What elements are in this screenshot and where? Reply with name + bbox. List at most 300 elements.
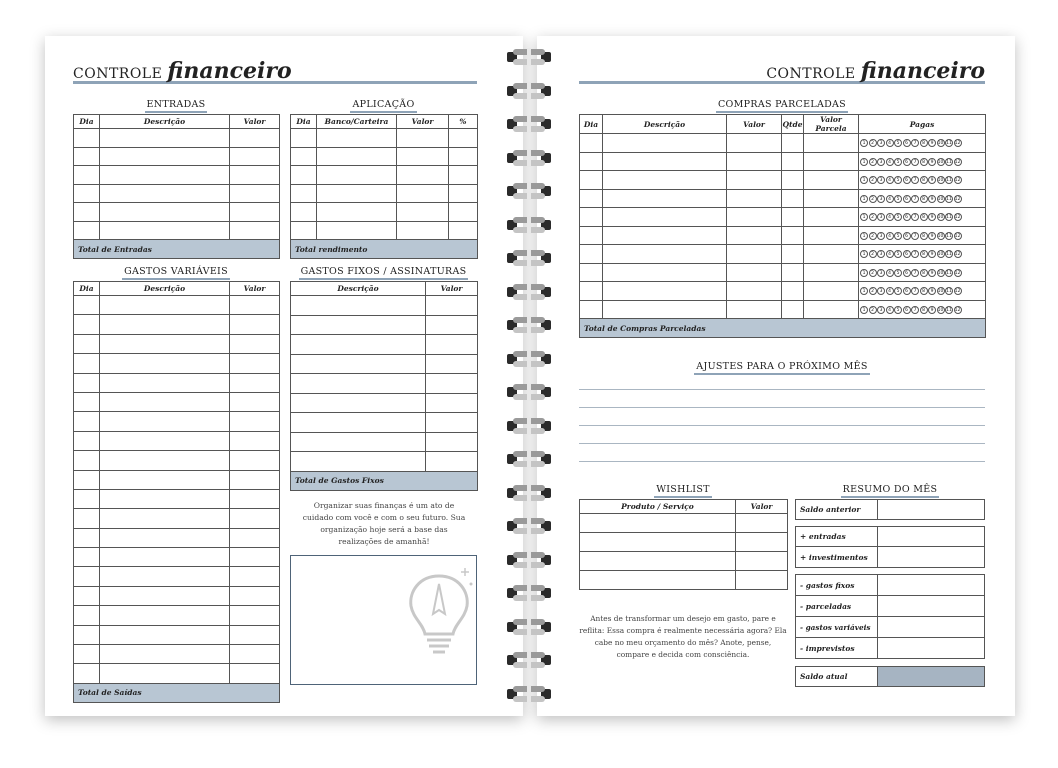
table-cell[interactable] [426, 374, 478, 394]
table-row[interactable] [74, 166, 280, 185]
table-cell[interactable] [100, 334, 230, 353]
installment-check[interactable]: 5 [894, 306, 902, 314]
table-cell[interactable] [580, 189, 603, 208]
installment-check[interactable]: 9 [928, 213, 936, 221]
table-cell[interactable] [859, 282, 986, 301]
notes-box[interactable] [290, 555, 477, 685]
table-cell[interactable] [580, 300, 603, 319]
table-cell[interactable] [859, 171, 986, 190]
installment-check[interactable]: 4 [886, 232, 894, 240]
table-cell[interactable] [291, 432, 426, 452]
table-cell[interactable] [603, 152, 727, 171]
table-row[interactable] [291, 315, 478, 335]
installment-check[interactable]: 7 [911, 139, 919, 147]
installment-check[interactable]: 6 [903, 213, 911, 221]
table-row[interactable] [580, 171, 986, 190]
table-cell[interactable] [603, 282, 727, 301]
table-cell[interactable] [580, 533, 736, 552]
installment-check[interactable]: 2 [869, 232, 877, 240]
table-cell[interactable] [603, 300, 727, 319]
table-row[interactable] [74, 606, 280, 625]
installment-check[interactable]: 2 [869, 250, 877, 258]
table-cell[interactable] [230, 129, 280, 148]
installment-check[interactable]: 5 [894, 269, 902, 277]
installment-check[interactable]: 1 [860, 287, 868, 295]
installment-check[interactable]: 4 [886, 213, 894, 221]
table-cell[interactable] [603, 189, 727, 208]
installment-check[interactable]: 10 [937, 215, 944, 221]
table-cell[interactable] [291, 413, 426, 433]
installment-check[interactable]: 11 [946, 307, 952, 313]
table-cell[interactable] [727, 245, 782, 264]
table-cell[interactable] [397, 166, 449, 185]
installment-check[interactable]: 8 [920, 195, 928, 203]
installment-check[interactable]: 8 [920, 139, 928, 147]
table-cell[interactable] [804, 282, 859, 301]
table-cell[interactable] [74, 470, 100, 489]
installment-check[interactable]: 8 [920, 306, 928, 314]
table-cell[interactable] [100, 412, 230, 431]
table-cell[interactable] [74, 334, 100, 353]
table-cell[interactable] [74, 184, 100, 203]
table-cell[interactable] [74, 528, 100, 547]
installment-check[interactable]: 9 [928, 176, 936, 184]
table-row[interactable] [291, 354, 478, 374]
table-cell[interactable] [782, 134, 804, 153]
table-cell[interactable] [782, 152, 804, 171]
installment-check[interactable]: 2 [869, 139, 877, 147]
installment-check[interactable]: 6 [903, 195, 911, 203]
table-row[interactable] [291, 166, 478, 185]
table-cell[interactable] [397, 129, 449, 148]
table-cell[interactable] [804, 245, 859, 264]
installment-check[interactable]: 9 [928, 232, 936, 240]
table-cell[interactable] [317, 203, 397, 222]
table-row[interactable] [291, 221, 478, 240]
table-row[interactable] [580, 300, 986, 319]
table-cell[interactable] [100, 129, 230, 148]
table-cell[interactable] [291, 184, 317, 203]
table-cell[interactable] [291, 221, 317, 240]
table-row[interactable] [580, 226, 986, 245]
table-row[interactable] [291, 296, 478, 316]
table-cell[interactable] [230, 334, 280, 353]
table-cell[interactable] [74, 147, 100, 166]
table-cell[interactable] [317, 129, 397, 148]
installment-check[interactable]: 12 [954, 141, 961, 147]
table-cell[interactable] [100, 315, 230, 334]
table-cell[interactable] [74, 373, 100, 392]
installment-check[interactable]: 1 [860, 250, 868, 258]
table-cell[interactable] [397, 203, 449, 222]
table-cell[interactable] [603, 263, 727, 282]
installment-check[interactable]: 1 [860, 213, 868, 221]
table-cell[interactable] [727, 263, 782, 282]
installment-check[interactable]: 1 [860, 139, 868, 147]
installment-check[interactable]: 8 [920, 158, 928, 166]
table-cell[interactable] [426, 413, 478, 433]
table-cell[interactable] [727, 282, 782, 301]
table-cell[interactable] [74, 509, 100, 528]
table-cell[interactable] [782, 245, 804, 264]
table-cell[interactable] [859, 226, 986, 245]
table-cell[interactable] [230, 373, 280, 392]
table-cell[interactable] [100, 470, 230, 489]
table-cell[interactable] [804, 208, 859, 227]
installment-check[interactable]: 9 [928, 250, 936, 258]
table-cell[interactable] [426, 315, 478, 335]
table-row[interactable] [74, 334, 280, 353]
table-cell[interactable] [100, 509, 230, 528]
installment-check[interactable]: 7 [911, 287, 919, 295]
table-cell[interactable] [100, 625, 230, 644]
installment-check[interactable]: 6 [903, 232, 911, 240]
table-cell[interactable] [230, 567, 280, 586]
resumo-entradas[interactable]: + entradas [796, 527, 984, 547]
table-cell[interactable] [804, 189, 859, 208]
table-row[interactable] [74, 664, 280, 683]
table-row[interactable] [74, 528, 280, 547]
installment-check[interactable]: 6 [903, 158, 911, 166]
table-row[interactable] [74, 184, 280, 203]
table-cell[interactable] [100, 548, 230, 567]
table-cell[interactable] [426, 452, 478, 472]
table-cell[interactable] [230, 509, 280, 528]
installment-check[interactable]: 8 [920, 232, 928, 240]
table-row[interactable] [580, 152, 986, 171]
table-cell[interactable] [580, 226, 603, 245]
table-cell[interactable] [291, 296, 426, 316]
table-cell[interactable] [74, 129, 100, 148]
installment-check[interactable]: 11 [946, 159, 952, 165]
table-row[interactable] [291, 335, 478, 355]
table-cell[interactable] [230, 645, 280, 664]
table-row[interactable] [74, 451, 280, 470]
table-cell[interactable] [449, 221, 478, 240]
installment-check[interactable]: 10 [937, 178, 944, 184]
table-cell[interactable] [74, 354, 100, 373]
installment-check[interactable]: 9 [928, 269, 936, 277]
table-cell[interactable] [603, 171, 727, 190]
installment-check[interactable]: 2 [869, 158, 877, 166]
installment-check[interactable]: 9 [928, 306, 936, 314]
installment-check[interactable]: 8 [920, 287, 928, 295]
table-cell[interactable] [230, 184, 280, 203]
table-row[interactable] [291, 393, 478, 413]
table-cell[interactable] [580, 282, 603, 301]
installment-check[interactable]: 11 [946, 252, 952, 258]
table-row[interactable] [580, 263, 986, 282]
installment-check[interactable]: 8 [920, 176, 928, 184]
installment-check[interactable]: 1 [860, 158, 868, 166]
table-cell[interactable] [230, 470, 280, 489]
table-row[interactable] [74, 315, 280, 334]
table-row[interactable] [74, 203, 280, 222]
table-cell[interactable] [580, 571, 736, 590]
table-row[interactable] [74, 296, 280, 315]
table-cell[interactable] [804, 263, 859, 282]
table-cell[interactable] [291, 393, 426, 413]
installment-check[interactable]: 11 [946, 233, 952, 239]
installment-check[interactable]: 4 [886, 269, 894, 277]
table-cell[interactable] [580, 514, 736, 533]
installment-check[interactable]: 5 [894, 139, 902, 147]
installment-check[interactable]: 12 [954, 196, 961, 202]
installment-check[interactable]: 3 [877, 139, 885, 147]
table-cell[interactable] [100, 489, 230, 508]
ajustes-line[interactable] [579, 443, 985, 444]
installment-check[interactable]: 5 [894, 232, 902, 240]
installment-check[interactable]: 7 [911, 306, 919, 314]
table-cell[interactable] [397, 221, 449, 240]
table-row[interactable] [580, 552, 788, 571]
table-row[interactable] [74, 373, 280, 392]
table-cell[interactable] [727, 171, 782, 190]
installment-check[interactable]: 4 [886, 158, 894, 166]
ajustes-line[interactable] [579, 389, 985, 390]
installment-check[interactable]: 3 [877, 269, 885, 277]
installment-check[interactable]: 12 [954, 215, 961, 221]
installment-check[interactable]: 11 [946, 215, 952, 221]
table-cell[interactable] [782, 300, 804, 319]
table-cell[interactable] [291, 147, 317, 166]
table-cell[interactable] [859, 245, 986, 264]
table-row[interactable] [580, 282, 986, 301]
table-cell[interactable] [100, 166, 230, 185]
table-cell[interactable] [291, 354, 426, 374]
installment-check[interactable]: 9 [928, 158, 936, 166]
table-cell[interactable] [603, 134, 727, 153]
installment-check[interactable]: 1 [860, 176, 868, 184]
installment-check[interactable]: 1 [860, 269, 868, 277]
table-cell[interactable] [426, 296, 478, 316]
table-cell[interactable] [317, 166, 397, 185]
table-cell[interactable] [727, 300, 782, 319]
table-row[interactable] [74, 129, 280, 148]
table-cell[interactable] [397, 184, 449, 203]
table-cell[interactable] [230, 664, 280, 683]
table-cell[interactable] [859, 263, 986, 282]
installment-check[interactable]: 8 [920, 250, 928, 258]
table-cell[interactable] [449, 129, 478, 148]
installment-check[interactable]: 11 [946, 178, 952, 184]
table-cell[interactable] [230, 489, 280, 508]
table-cell[interactable] [230, 431, 280, 450]
table-row[interactable] [580, 189, 986, 208]
installment-check[interactable]: 12 [954, 159, 961, 165]
installment-check[interactable]: 3 [877, 158, 885, 166]
table-row[interactable] [74, 147, 280, 166]
table-row[interactable] [74, 431, 280, 450]
table-cell[interactable] [736, 514, 788, 533]
installment-check[interactable]: 7 [911, 176, 919, 184]
table-cell[interactable] [74, 221, 100, 240]
resumo-parceladas[interactable]: - parceladas [796, 596, 984, 617]
installment-check[interactable]: 12 [954, 307, 961, 313]
table-cell[interactable] [859, 134, 986, 153]
table-cell[interactable] [100, 221, 230, 240]
installment-check[interactable]: 10 [937, 159, 944, 165]
table-cell[interactable] [291, 315, 426, 335]
table-cell[interactable] [100, 586, 230, 605]
installment-check[interactable]: 2 [869, 306, 877, 314]
table-cell[interactable] [736, 533, 788, 552]
installment-check[interactable]: 8 [920, 213, 928, 221]
table-cell[interactable] [291, 166, 317, 185]
table-cell[interactable] [317, 221, 397, 240]
table-cell[interactable] [230, 203, 280, 222]
installment-check[interactable]: 3 [877, 250, 885, 258]
installment-check[interactable]: 3 [877, 195, 885, 203]
resumo-gastos-fixos[interactable]: - gastos fixos [796, 575, 984, 596]
table-cell[interactable] [230, 147, 280, 166]
table-cell[interactable] [74, 431, 100, 450]
table-cell[interactable] [580, 263, 603, 282]
table-row[interactable] [291, 413, 478, 433]
installment-check[interactable]: 1 [860, 195, 868, 203]
table-cell[interactable] [100, 354, 230, 373]
installment-check[interactable]: 4 [886, 306, 894, 314]
table-cell[interactable] [426, 432, 478, 452]
table-cell[interactable] [580, 171, 603, 190]
installment-check[interactable]: 12 [954, 252, 961, 258]
installment-check[interactable]: 3 [877, 306, 885, 314]
table-cell[interactable] [100, 664, 230, 683]
table-cell[interactable] [100, 392, 230, 411]
table-cell[interactable] [100, 567, 230, 586]
installment-check[interactable]: 2 [869, 176, 877, 184]
table-cell[interactable] [859, 152, 986, 171]
installment-check[interactable]: 2 [869, 213, 877, 221]
installment-check[interactable]: 12 [954, 233, 961, 239]
table-cell[interactable] [230, 625, 280, 644]
table-row[interactable] [74, 567, 280, 586]
table-row[interactable] [74, 392, 280, 411]
table-cell[interactable] [74, 625, 100, 644]
table-cell[interactable] [230, 221, 280, 240]
table-cell[interactable] [230, 315, 280, 334]
table-row[interactable] [291, 184, 478, 203]
installment-check[interactable]: 5 [894, 250, 902, 258]
table-cell[interactable] [74, 392, 100, 411]
table-cell[interactable] [859, 208, 986, 227]
installment-check[interactable]: 6 [903, 269, 911, 277]
table-cell[interactable] [291, 129, 317, 148]
resumo-imprevistos[interactable]: - imprevistos [796, 638, 984, 658]
table-cell[interactable] [230, 586, 280, 605]
installment-check[interactable]: 5 [894, 195, 902, 203]
table-row[interactable] [74, 586, 280, 605]
table-row[interactable] [580, 245, 986, 264]
table-cell[interactable] [74, 166, 100, 185]
installment-check[interactable]: 5 [894, 287, 902, 295]
table-row[interactable] [74, 470, 280, 489]
table-cell[interactable] [727, 208, 782, 227]
table-row[interactable] [291, 203, 478, 222]
table-cell[interactable] [449, 203, 478, 222]
table-cell[interactable] [230, 354, 280, 373]
installment-check[interactable]: 4 [886, 139, 894, 147]
table-cell[interactable] [782, 189, 804, 208]
table-cell[interactable] [74, 203, 100, 222]
table-cell[interactable] [291, 374, 426, 394]
table-cell[interactable] [580, 245, 603, 264]
table-cell[interactable] [804, 300, 859, 319]
installment-check[interactable]: 11 [946, 270, 952, 276]
table-cell[interactable] [580, 552, 736, 571]
table-cell[interactable] [74, 548, 100, 567]
installment-check[interactable]: 12 [954, 289, 961, 295]
table-cell[interactable] [397, 147, 449, 166]
table-cell[interactable] [74, 567, 100, 586]
installment-check[interactable]: 10 [937, 196, 944, 202]
installment-check[interactable]: 2 [869, 287, 877, 295]
installment-check[interactable]: 4 [886, 195, 894, 203]
installment-check[interactable]: 7 [911, 158, 919, 166]
table-row[interactable] [291, 129, 478, 148]
table-cell[interactable] [804, 152, 859, 171]
installment-check[interactable]: 6 [903, 306, 911, 314]
ajustes-line[interactable] [579, 425, 985, 426]
installment-check[interactable]: 11 [946, 141, 952, 147]
resumo-investimentos[interactable]: + investimentos [796, 547, 984, 567]
resumo-gastos-variaveis[interactable]: - gastos variáveis [796, 617, 984, 638]
installment-check[interactable]: 3 [877, 213, 885, 221]
table-row[interactable] [580, 208, 986, 227]
table-cell[interactable] [74, 412, 100, 431]
table-row[interactable] [291, 452, 478, 472]
ajustes-line[interactable] [579, 461, 985, 462]
table-cell[interactable] [727, 134, 782, 153]
table-cell[interactable] [859, 189, 986, 208]
table-row[interactable] [74, 354, 280, 373]
resumo-saldo-atual[interactable]: Saldo atual [795, 666, 985, 687]
table-cell[interactable] [74, 606, 100, 625]
table-cell[interactable] [603, 208, 727, 227]
installment-check[interactable]: 9 [928, 139, 936, 147]
installment-check[interactable]: 10 [937, 252, 944, 258]
table-cell[interactable] [100, 528, 230, 547]
table-row[interactable] [74, 221, 280, 240]
table-cell[interactable] [74, 586, 100, 605]
table-row[interactable] [580, 134, 986, 153]
installment-check[interactable]: 7 [911, 213, 919, 221]
table-cell[interactable] [230, 528, 280, 547]
table-cell[interactable] [74, 451, 100, 470]
table-cell[interactable] [782, 171, 804, 190]
table-cell[interactable] [100, 451, 230, 470]
table-row[interactable] [580, 571, 788, 590]
installment-check[interactable]: 12 [954, 270, 961, 276]
installment-check[interactable]: 9 [928, 287, 936, 295]
table-row[interactable] [74, 489, 280, 508]
table-cell[interactable] [230, 296, 280, 315]
resumo-saldo-anterior[interactable]: Saldo anterior [795, 499, 985, 520]
installment-check[interactable]: 6 [903, 287, 911, 295]
installment-check[interactable]: 6 [903, 139, 911, 147]
table-cell[interactable] [782, 282, 804, 301]
table-cell[interactable] [603, 245, 727, 264]
table-cell[interactable] [736, 552, 788, 571]
installment-check[interactable]: 4 [886, 287, 894, 295]
table-cell[interactable] [230, 548, 280, 567]
table-row[interactable] [74, 548, 280, 567]
installment-check[interactable]: 6 [903, 250, 911, 258]
table-cell[interactable] [230, 392, 280, 411]
table-cell[interactable] [230, 412, 280, 431]
installment-check[interactable]: 5 [894, 158, 902, 166]
ajustes-line[interactable] [579, 407, 985, 408]
